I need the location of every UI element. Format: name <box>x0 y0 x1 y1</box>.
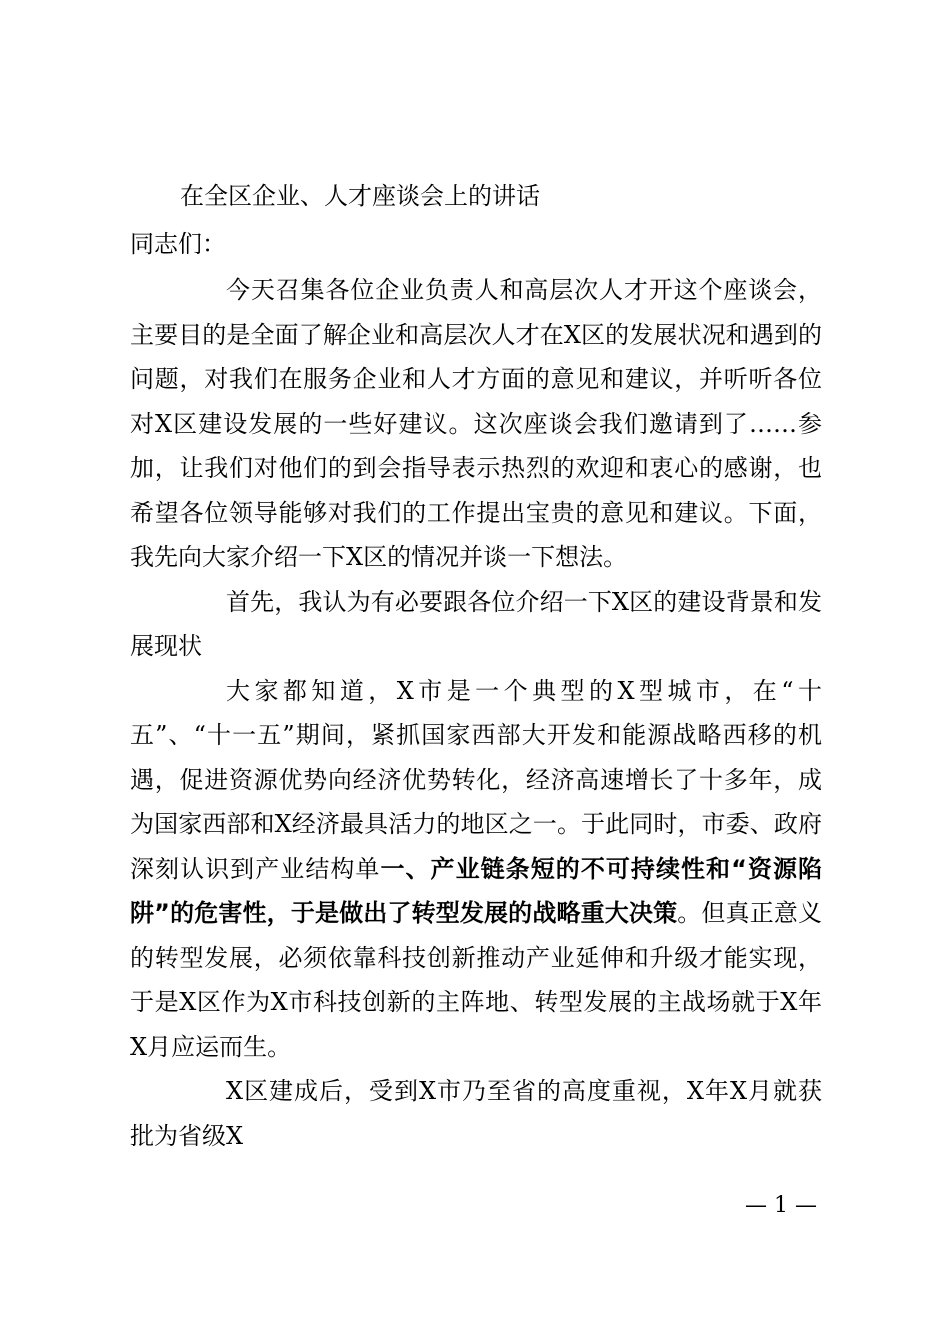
speech-title: 在全区企业、人才座谈会上的讲话 <box>180 182 540 210</box>
salutation: 同志们： <box>130 230 226 258</box>
paragraph-city-transition <box>130 669 822 1070</box>
paragraph-text-before-bold: 大家都知道，X市是一个典型的X型城市，在“十五”、“十一五”期间，紧抓国家西部大开发和能源战略西移的机遇，促进资源优势向经济优势转化，经济高速增长了十多年，成为国家西部和X经济最具活力的地区之一。于此同时，市委、政府深刻认识到产业结构单 <box>130 676 822 883</box>
paragraph-district-status: X区建成后，受到X市乃至省的高度重视，X年X月就获批为省级X <box>130 1077 822 1150</box>
paragraph-text-after-bold: 。但真正意义的转型发展，必须依靠科技创新推动产业延伸和升级才能实现，于是X区作为X市科技创新的主阵地、转型发展的主战场就于X年X月应运而生。 <box>130 899 823 1061</box>
page-number: — 1 — <box>745 1193 817 1218</box>
speech-body <box>130 268 822 1158</box>
bold-emphasis-text: 一、产业链条短的不可持续性和“资源陷阱”的危害性，于是做出了转型发展的战略重大决策 <box>130 854 822 927</box>
paragraph-background-heading: 首先，我认为有必要跟各位介绍一下X区的建设背景和发展现状 <box>130 587 822 660</box>
paragraph-intro: 今天召集各位企业负责人和高层次人才开这个座谈会，主要目的是全面了解企业和高层次人才在X区的发展状况和遇到的问题，对我们在服务企业和人才方面的意见和建议，并听听各位对X区建设发展的一些好建议。这次座谈会我们邀请到了……参加，让我们对他们的到会指导表示热烈的欢迎和衷心的感谢，也希望各位领导能够对我们的工作提出宝贵的意见和建议。下面，我先向大家介绍一下X区的情况并谈一下想法。 <box>130 276 822 571</box>
